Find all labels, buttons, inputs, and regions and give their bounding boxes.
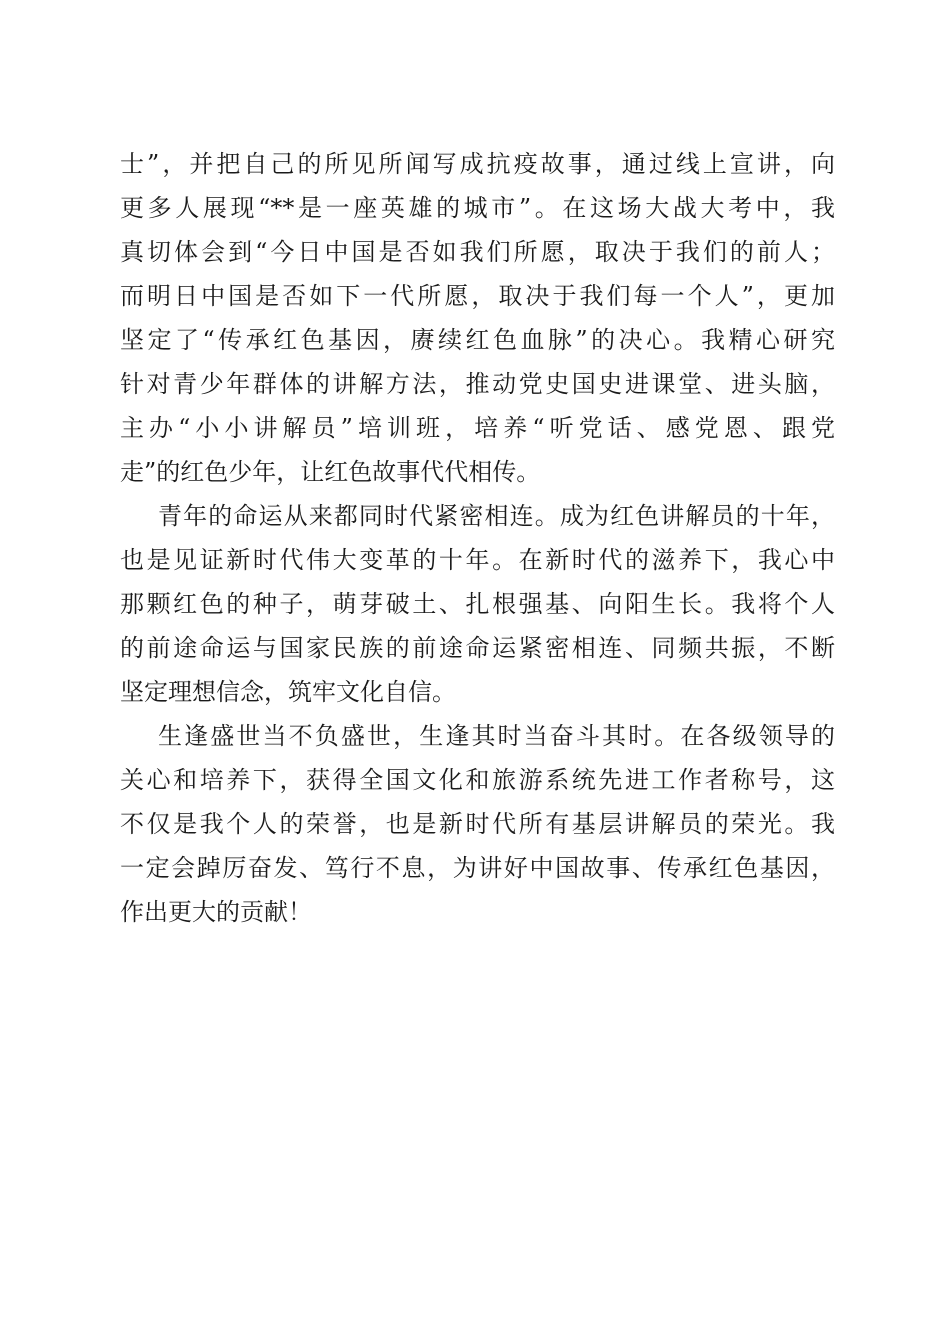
text-line: 的前途命运与国家民族的前途命运紧密相连、同频共振，不断 <box>120 634 835 662</box>
text-line: 坚定了“传承红色基因，赓续红色血脉”的决心。我精心研究 <box>120 326 835 354</box>
document-body <box>120 142 835 934</box>
text-line: 走”的红色少年，让红色故事代代相传。 <box>120 458 541 486</box>
text-line: 坚定理想信念，筑牢文化自信。 <box>120 678 456 706</box>
text-line: 士”，并把自己的所见所闻写成抗疫故事，通过线上宣讲，向 <box>120 150 835 178</box>
text-line: 也是见证新时代伟大变革的十年。在新时代的滋养下，我心中 <box>120 546 835 574</box>
paragraph-2 <box>120 494 835 714</box>
text-line: 针对青少年群体的讲解方法，推动党史国史进课堂、进头脑， <box>120 370 835 398</box>
text-line: 主办“小小讲解员”培训班，培养“听党话、感党恩、跟党 <box>120 414 835 442</box>
paragraph-3 <box>120 714 835 934</box>
text-line: 关心和培养下，获得全国文化和旅游系统先进工作者称号，这 <box>120 766 835 794</box>
text-line: 一定会踔厉奋发、笃行不息，为讲好中国故事、传承红色基因， <box>120 854 835 882</box>
text-line: 真切体会到“今日中国是否如我们所愿，取决于我们的前人； <box>120 238 835 266</box>
text-line: 青年的命运从来都同时代紧密相连。成为红色讲解员的十年， <box>158 502 835 530</box>
paragraph-1 <box>120 142 835 494</box>
text-line: 不仅是我个人的荣誉，也是新时代所有基层讲解员的荣光。我 <box>120 810 835 838</box>
text-line: 作出更大的贡献！ <box>120 898 312 926</box>
text-line: 而明日中国是否如下一代所愿，取决于我们每一个人”，更加 <box>120 282 835 310</box>
text-line: 更多人展现“**是一座英雄的城市”。在这场大战大考中，我 <box>120 194 835 222</box>
text-line: 生逢盛世当不负盛世，生逢其时当奋斗其时。在各级领导的 <box>158 722 835 750</box>
text-line: 那颗红色的种子，萌芽破土、扎根强基、向阳生长。我将个人 <box>120 590 835 618</box>
